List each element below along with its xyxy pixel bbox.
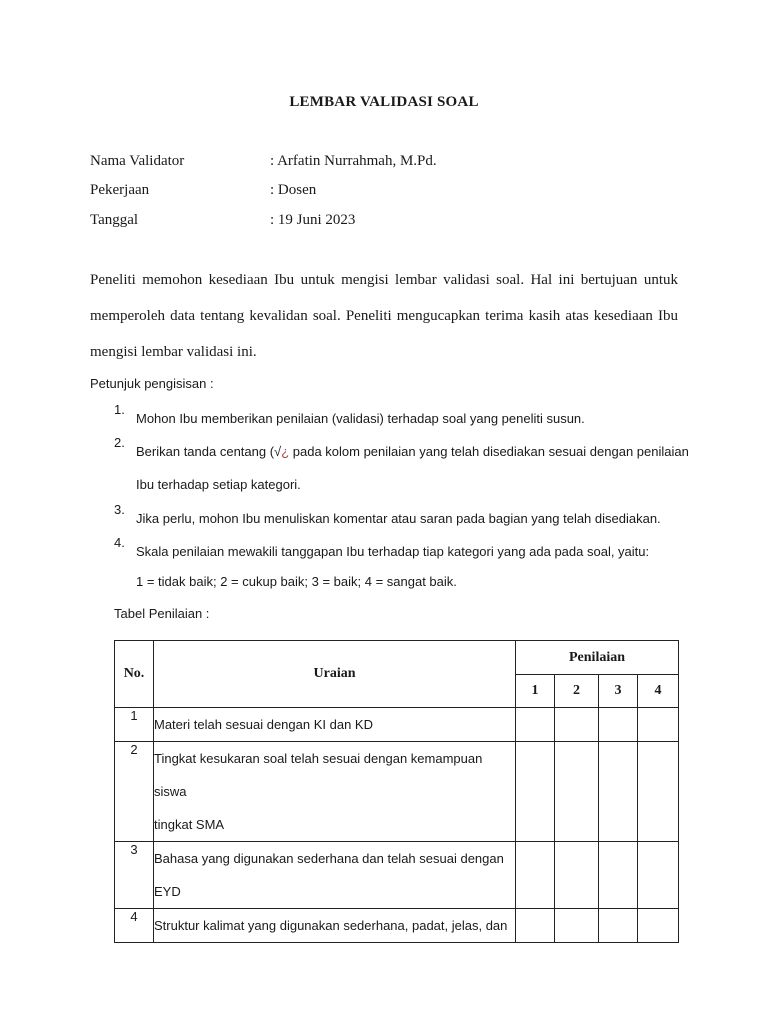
tabel-label: Tabel Penilaian : — [114, 606, 210, 621]
header-uraian: Uraian — [154, 641, 516, 708]
score-cell-2[interactable] — [555, 742, 599, 842]
list-number: 4. — [114, 535, 125, 550]
document-title: LEMBAR VALIDASI SOAL — [289, 94, 479, 110]
list-number: 2. — [114, 435, 125, 450]
list-text-line2: Ibu terhadap setiap kategori. — [136, 477, 301, 492]
score-cell-1[interactable] — [516, 909, 555, 943]
header-score-1: 1 — [516, 675, 555, 708]
list-number: 3. — [114, 502, 125, 517]
header-score-2: 2 — [555, 675, 599, 708]
header-penilaian: Penilaian — [516, 641, 679, 675]
table-row — [115, 842, 679, 909]
header-score-3: 3 — [599, 675, 638, 708]
score-cell-1[interactable] — [516, 708, 555, 742]
list-number: 1. — [114, 402, 125, 417]
list-text — [136, 435, 689, 501]
table-row — [115, 909, 679, 943]
info-label: Tanggal — [90, 212, 139, 228]
list-text: Jika perlu, mohon Ibu menuliskan komentar atau saran pada bagian yang telah disediakan. — [136, 511, 661, 526]
row-uraian — [154, 742, 516, 842]
info-value: : Dosen — [270, 182, 317, 198]
list-text: Skala penilaian mewakili tanggapan Ibu terhadap tiap kategori yang ada pada soal, yaitu: — [136, 544, 650, 559]
row-uraian-line2: tingkat SMA — [154, 817, 225, 832]
info-label: Pekerjaan — [90, 182, 150, 198]
table-row — [115, 742, 679, 842]
info-label: Nama Validator — [90, 153, 185, 169]
info-value: : Arfatin Nurrahmah, M.Pd. — [270, 153, 437, 169]
row-uraian-line2: EYD — [154, 884, 181, 899]
score-cell-3[interactable] — [599, 842, 638, 909]
score-cell-4[interactable] — [638, 742, 679, 842]
check-mark-icon: √ — [274, 444, 282, 459]
row-number: 3 — [115, 842, 154, 909]
table-row — [115, 708, 679, 742]
header-score-4: 4 — [638, 675, 679, 708]
score-cell-2[interactable] — [555, 708, 599, 742]
list-text-before: Berikan tanda centang ( — [136, 444, 275, 459]
row-uraian: Materi telah sesuai dengan KI dan KD — [154, 708, 516, 742]
table-header-row — [115, 641, 679, 675]
score-cell-2[interactable] — [555, 842, 599, 909]
row-number: 2 — [115, 742, 154, 842]
petunjuk-label: Petunjuk pengisisan : — [90, 376, 214, 391]
score-cell-4[interactable] — [638, 842, 679, 909]
row-uraian-line1: Tingkat kesukaran soal telah sesuai dengan kemampuan siswa — [154, 751, 483, 799]
score-cell-4[interactable] — [638, 708, 679, 742]
score-cell-1[interactable] — [516, 842, 555, 909]
list-text-after: pada kolom penilaian yang telah disediakan sesuai dengan penilaian — [289, 444, 689, 459]
row-uraian — [154, 842, 516, 909]
list-text: Mohon Ibu memberikan penilaian (validasi) terhadap soal yang peneliti susun. — [136, 411, 585, 426]
row-number: 4 — [115, 909, 154, 943]
row-uraian: Struktur kalimat yang digunakan sederhana, padat, jelas, dan — [154, 909, 516, 943]
row-number: 1 — [115, 708, 154, 742]
score-cell-4[interactable] — [638, 909, 679, 943]
inverted-question-glyph: ¿ — [281, 444, 290, 459]
score-cell-2[interactable] — [555, 909, 599, 943]
scale-description: 1 = tidak baik; 2 = cukup baik; 3 = baik; 4 = sangat baik. — [136, 574, 457, 589]
score-cell-3[interactable] — [599, 742, 638, 842]
intro-paragraph: Peneliti memohon kesediaan Ibu untuk mengisi lembar validasi soal. Hal ini bertujuan untuk memperoleh data tentang kevalidan soal. Peneliti mengucapkan terima kasih atas kesediaan Ibu mengisi lembar validasi ini. — [90, 272, 678, 360]
penilaian-table — [114, 640, 679, 943]
score-cell-3[interactable] — [599, 909, 638, 943]
score-cell-3[interactable] — [599, 708, 638, 742]
row-uraian-line1: Bahasa yang digunakan sederhana dan telah sesuai dengan — [154, 851, 504, 866]
info-value: : 19 Juni 2023 — [270, 212, 356, 228]
header-no: No. — [115, 641, 154, 708]
score-cell-1[interactable] — [516, 742, 555, 842]
